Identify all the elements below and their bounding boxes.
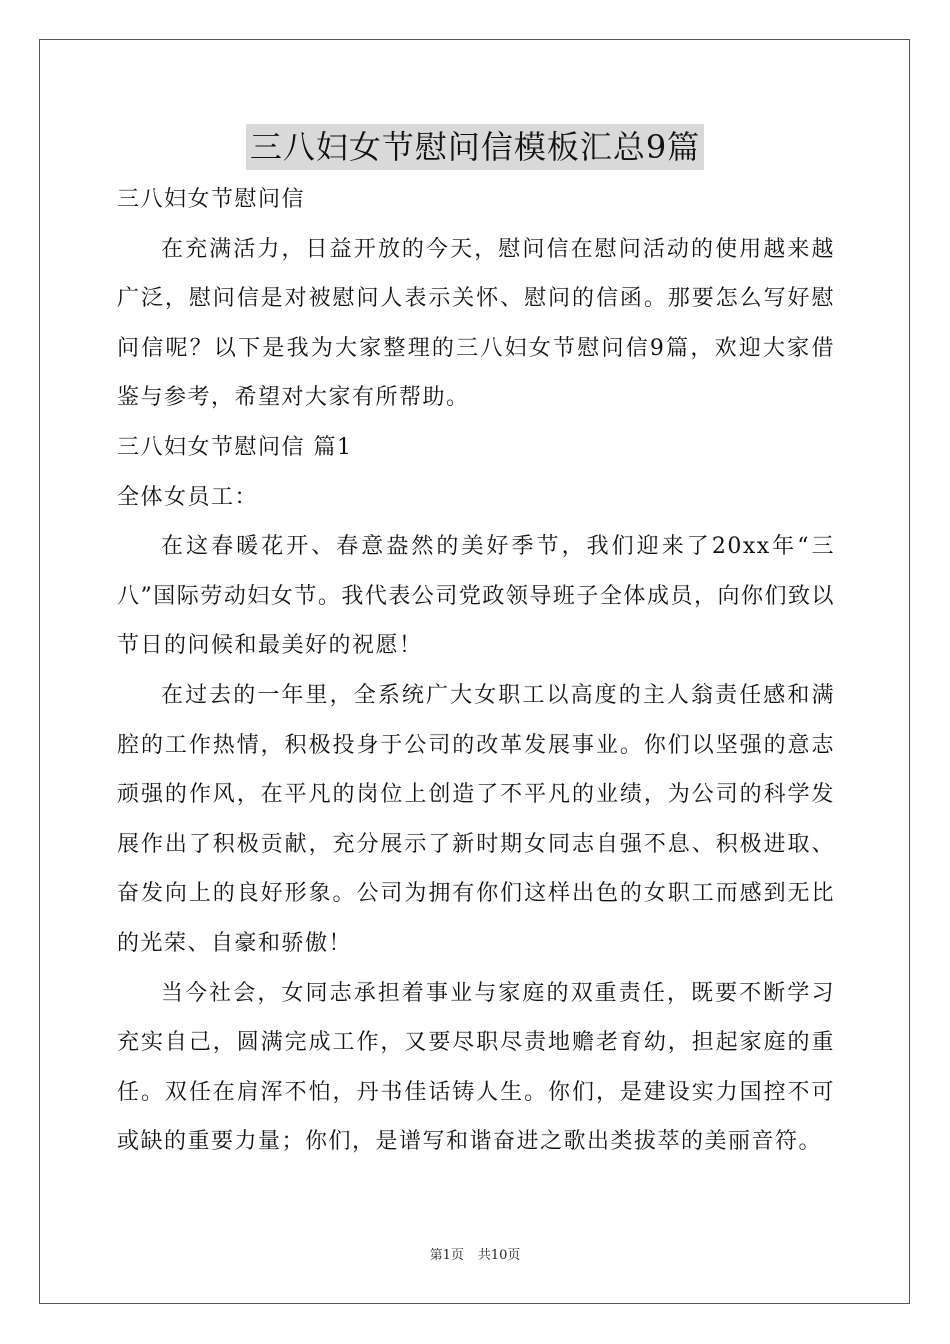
page-number: 第1页 (429, 1248, 464, 1263)
paragraph: 在过去的一年里，全系统广大女职工以高度的主人翁责任感和满腔的工作热情，积极投身于公司的改革发展事业。你们以坚强的意志顽强的作风，在平凡的岗位上创造了不平凡的业绩，为公司的科学发展作出了积极贡献，充分展示了新时期女同志自强不息、积极进取、奋发向上的良好形象。公司为拥有你们这样出色的女职工而感到无比的光荣、自豪和骄傲！ (117, 682, 835, 956)
section-heading: 三八妇女节慰问信 篇1 (117, 434, 353, 460)
document-title: 三八妇女节慰问信模板汇总9篇 (246, 124, 704, 170)
paragraph: 三八妇女节慰问信 (117, 187, 306, 212)
page-footer (0, 1246, 950, 1266)
paragraph: 当今社会，女同志承担着事业与家庭的双重责任，既要不断学习充实自己，圆满完成工作，又要尽职尽责地赡老育幼，担起家庭的重任。双任在肩浑不怕，丹书佳话铸人生。你们，是建设实力国控不可或缺的重要力量；你们，是谱写和谐奋进之歌出类拔萃的美丽音符。 (117, 980, 835, 1155)
paragraph: 在这春暖花开、春意盎然的美好季节，我们迎来了20xx年“三八”国际劳动妇女节。我代表公司党政领导班子全体成员，向你们致以节日的问候和最美好的祝愿！ (117, 534, 835, 659)
title-container (0, 124, 950, 170)
paragraph: 在充满活力，日益开放的今天，慰问信在慰问活动的使用越来越广泛，慰问信是对被慰问人表示关怀、慰问的信函。那要怎么写好慰问信呢？以下是我为大家整理的三八妇女节慰问信9篇，欢迎大家借鉴与参考，希望对大家有所帮助。 (117, 236, 835, 411)
salutation: 全体女员工： (117, 484, 259, 510)
page-total: 共10页 (477, 1248, 521, 1263)
document-body (117, 175, 835, 1167)
